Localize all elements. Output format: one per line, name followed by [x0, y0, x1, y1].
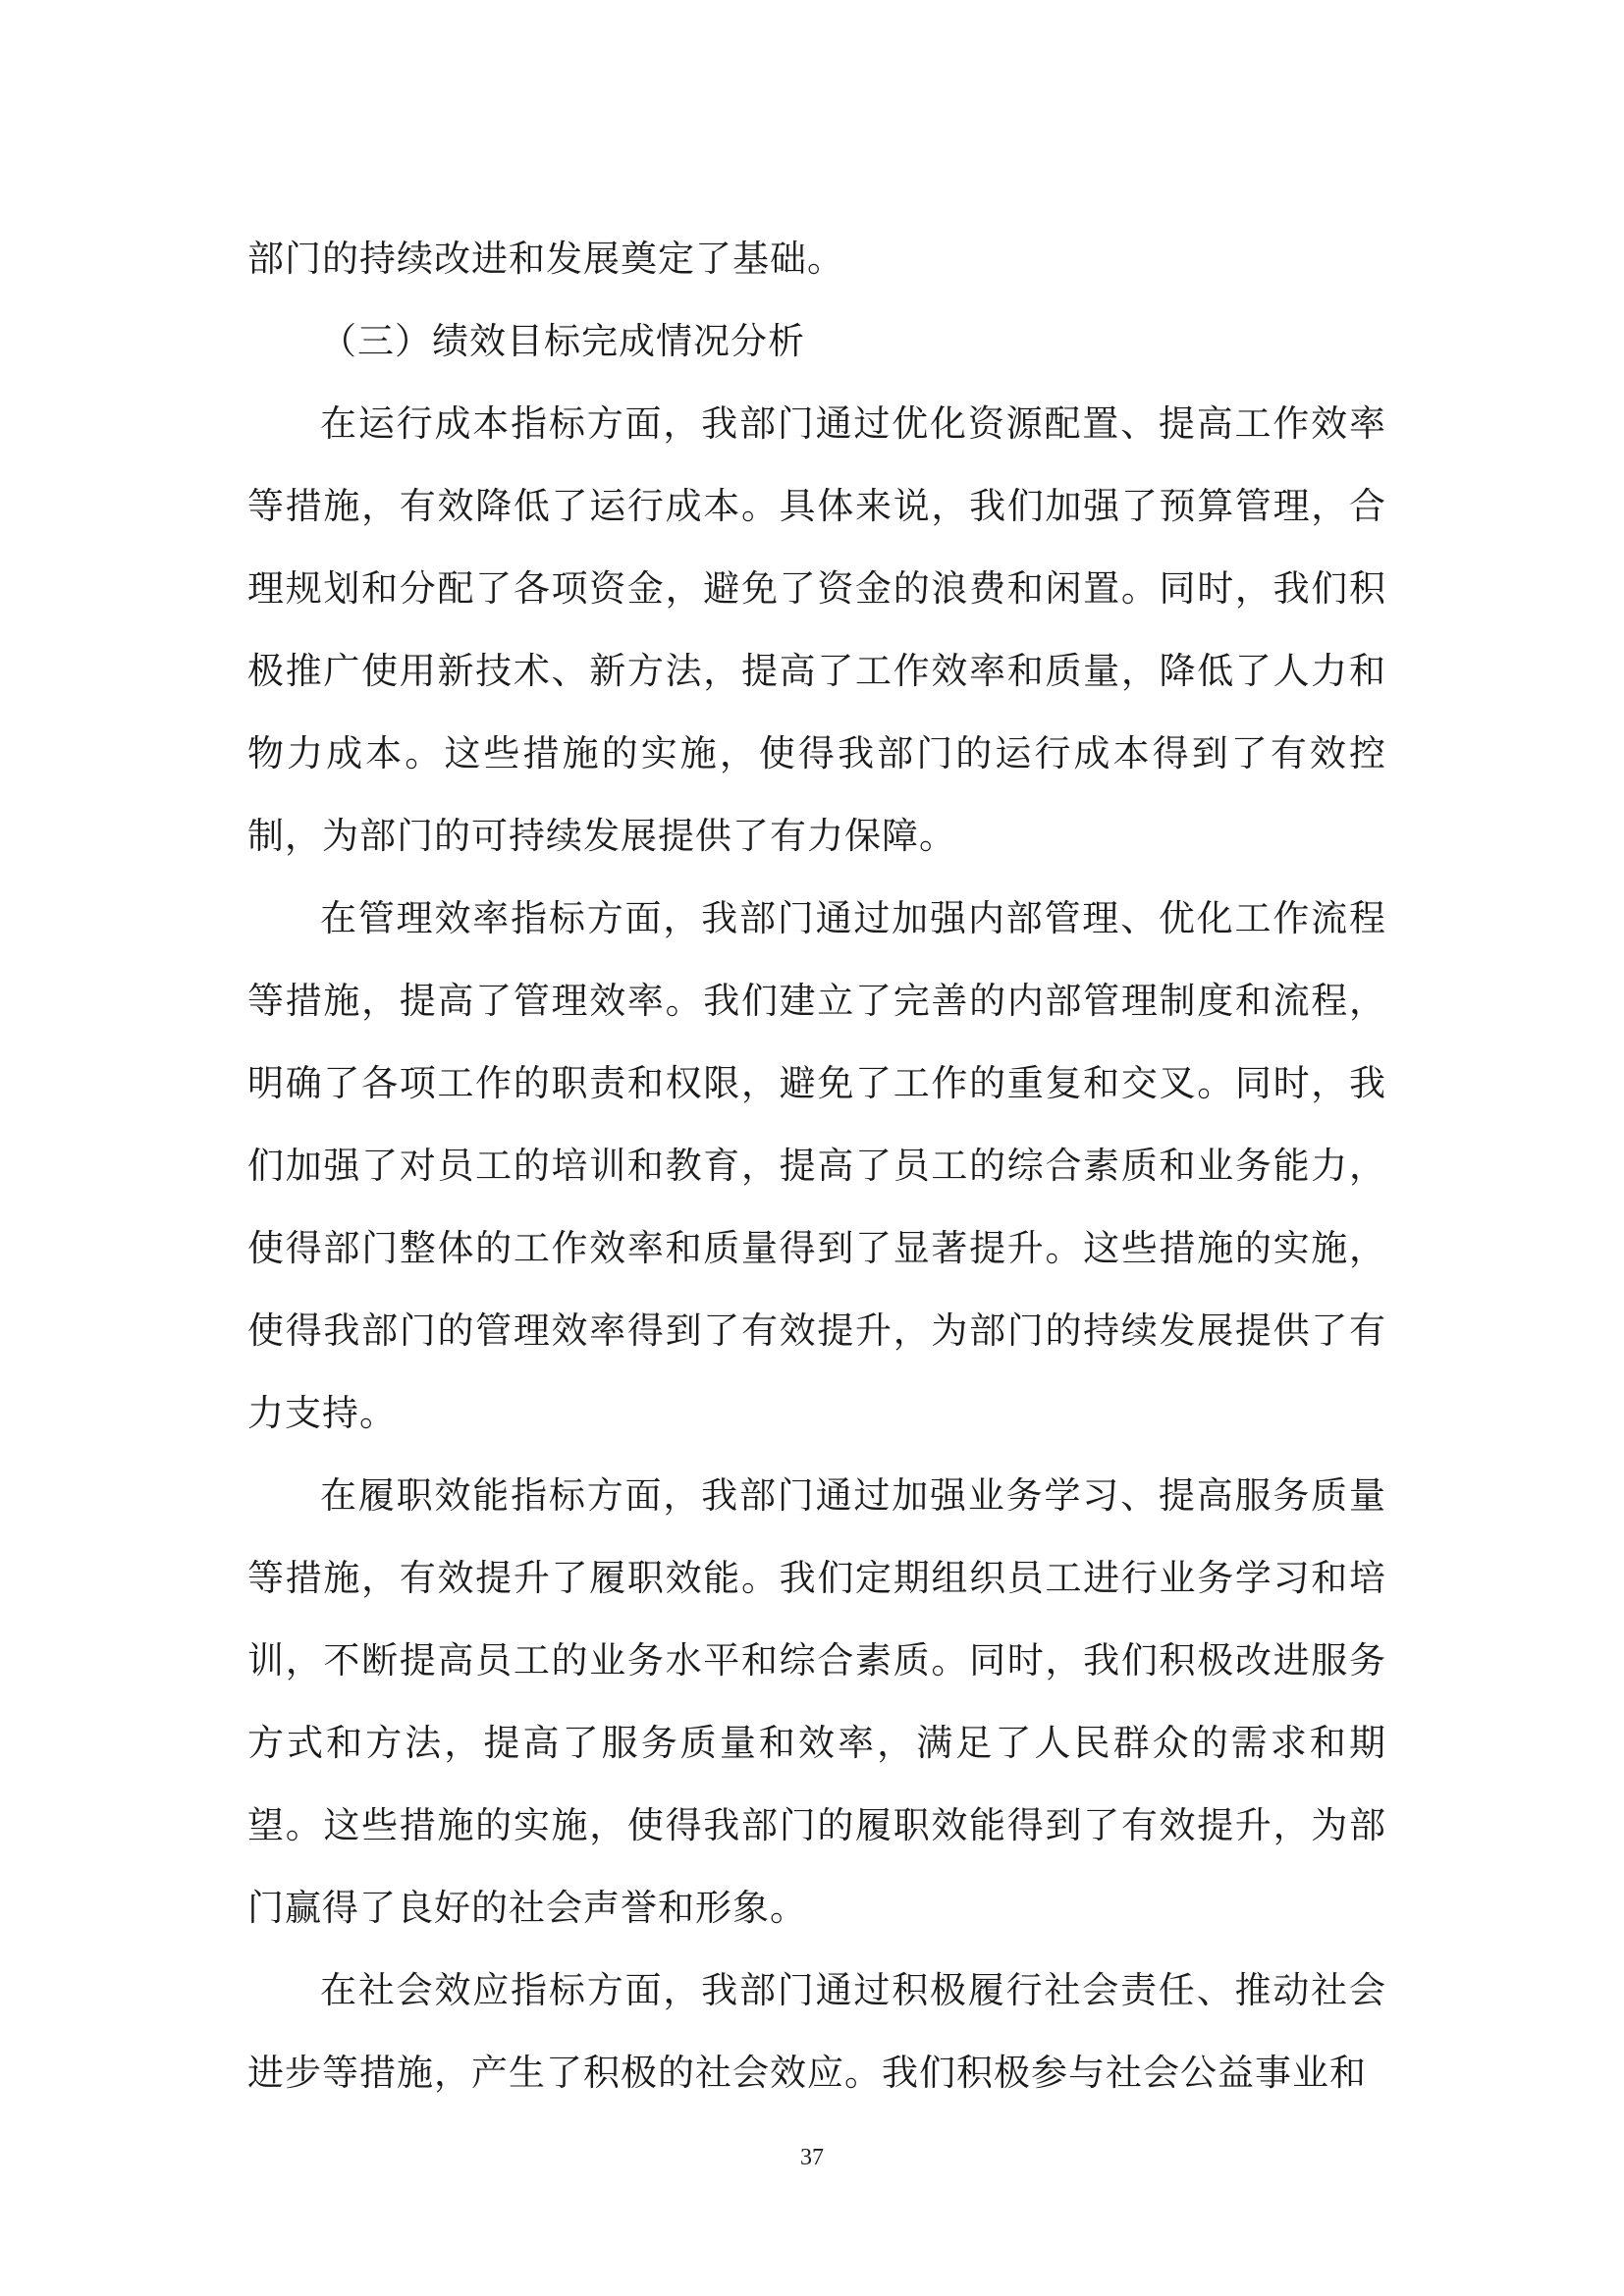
page-number: 37 [800, 2145, 824, 2170]
continuation-paragraph: 部门的持续改进和发展奠定了基础。 [247, 238, 844, 280]
paragraph-duty-performance: 在履职效能指标方面，我部门通过加强业务学习、提高服务质量等措施，有效提升了履职效能。我们定期组织员工进行业务学习和培训，不断提高员工的业务水平和综合素质。同时，我们积极改进服务方式和方法，提高了服务质量和效率，满足了人民群众的需求和期望。这些措施的实施，使得我部门的履职效能得到了有效提升，为部门赢得了良好的社会声誉和形象。 [247, 1474, 1386, 1929]
paragraph-social-effect: 在社会效应指标方面，我部门通过积极履行社会责任、推动社会进步等措施，产生了积极的社会效应。我们积极参与社会公益事业和 [247, 1969, 1386, 2094]
paragraph-management-efficiency: 在管理效率指标方面，我部门通过加强内部管理、优化工作流程等措施，提高了管理效率。我们建立了完善的内部管理制度和流程，明确了各项工作的职责和权限，避免了工作的重复和交叉。同时，我们加强了对员工的培训和教育，提高了员工的综合素质和业务能力，使得部门整体的工作效率和质量得到了显著提升。这些措施的实施，使得我部门的管理效率得到了有效提升，为部门的持续发展提供了有力支持。 [247, 897, 1386, 1434]
document-page [247, 218, 1386, 2114]
section-heading: （三）绩效目标完成情况分析 [320, 320, 805, 362]
paragraph-operating-cost: 在运行成本指标方面，我部门通过优化资源配置、提高工作效率等措施，有效降低了运行成本。具体来说，我们加强了预算管理，合理规划和分配了各项资金，避免了资金的浪费和闲置。同时，我们积极推广使用新技术、新方法，提高了工作效率和质量，降低了人力和物力成本。这些措施的实施，使得我部门的运行成本得到了有效控制，为部门的可持续发展提供了有力保障。 [247, 402, 1386, 857]
